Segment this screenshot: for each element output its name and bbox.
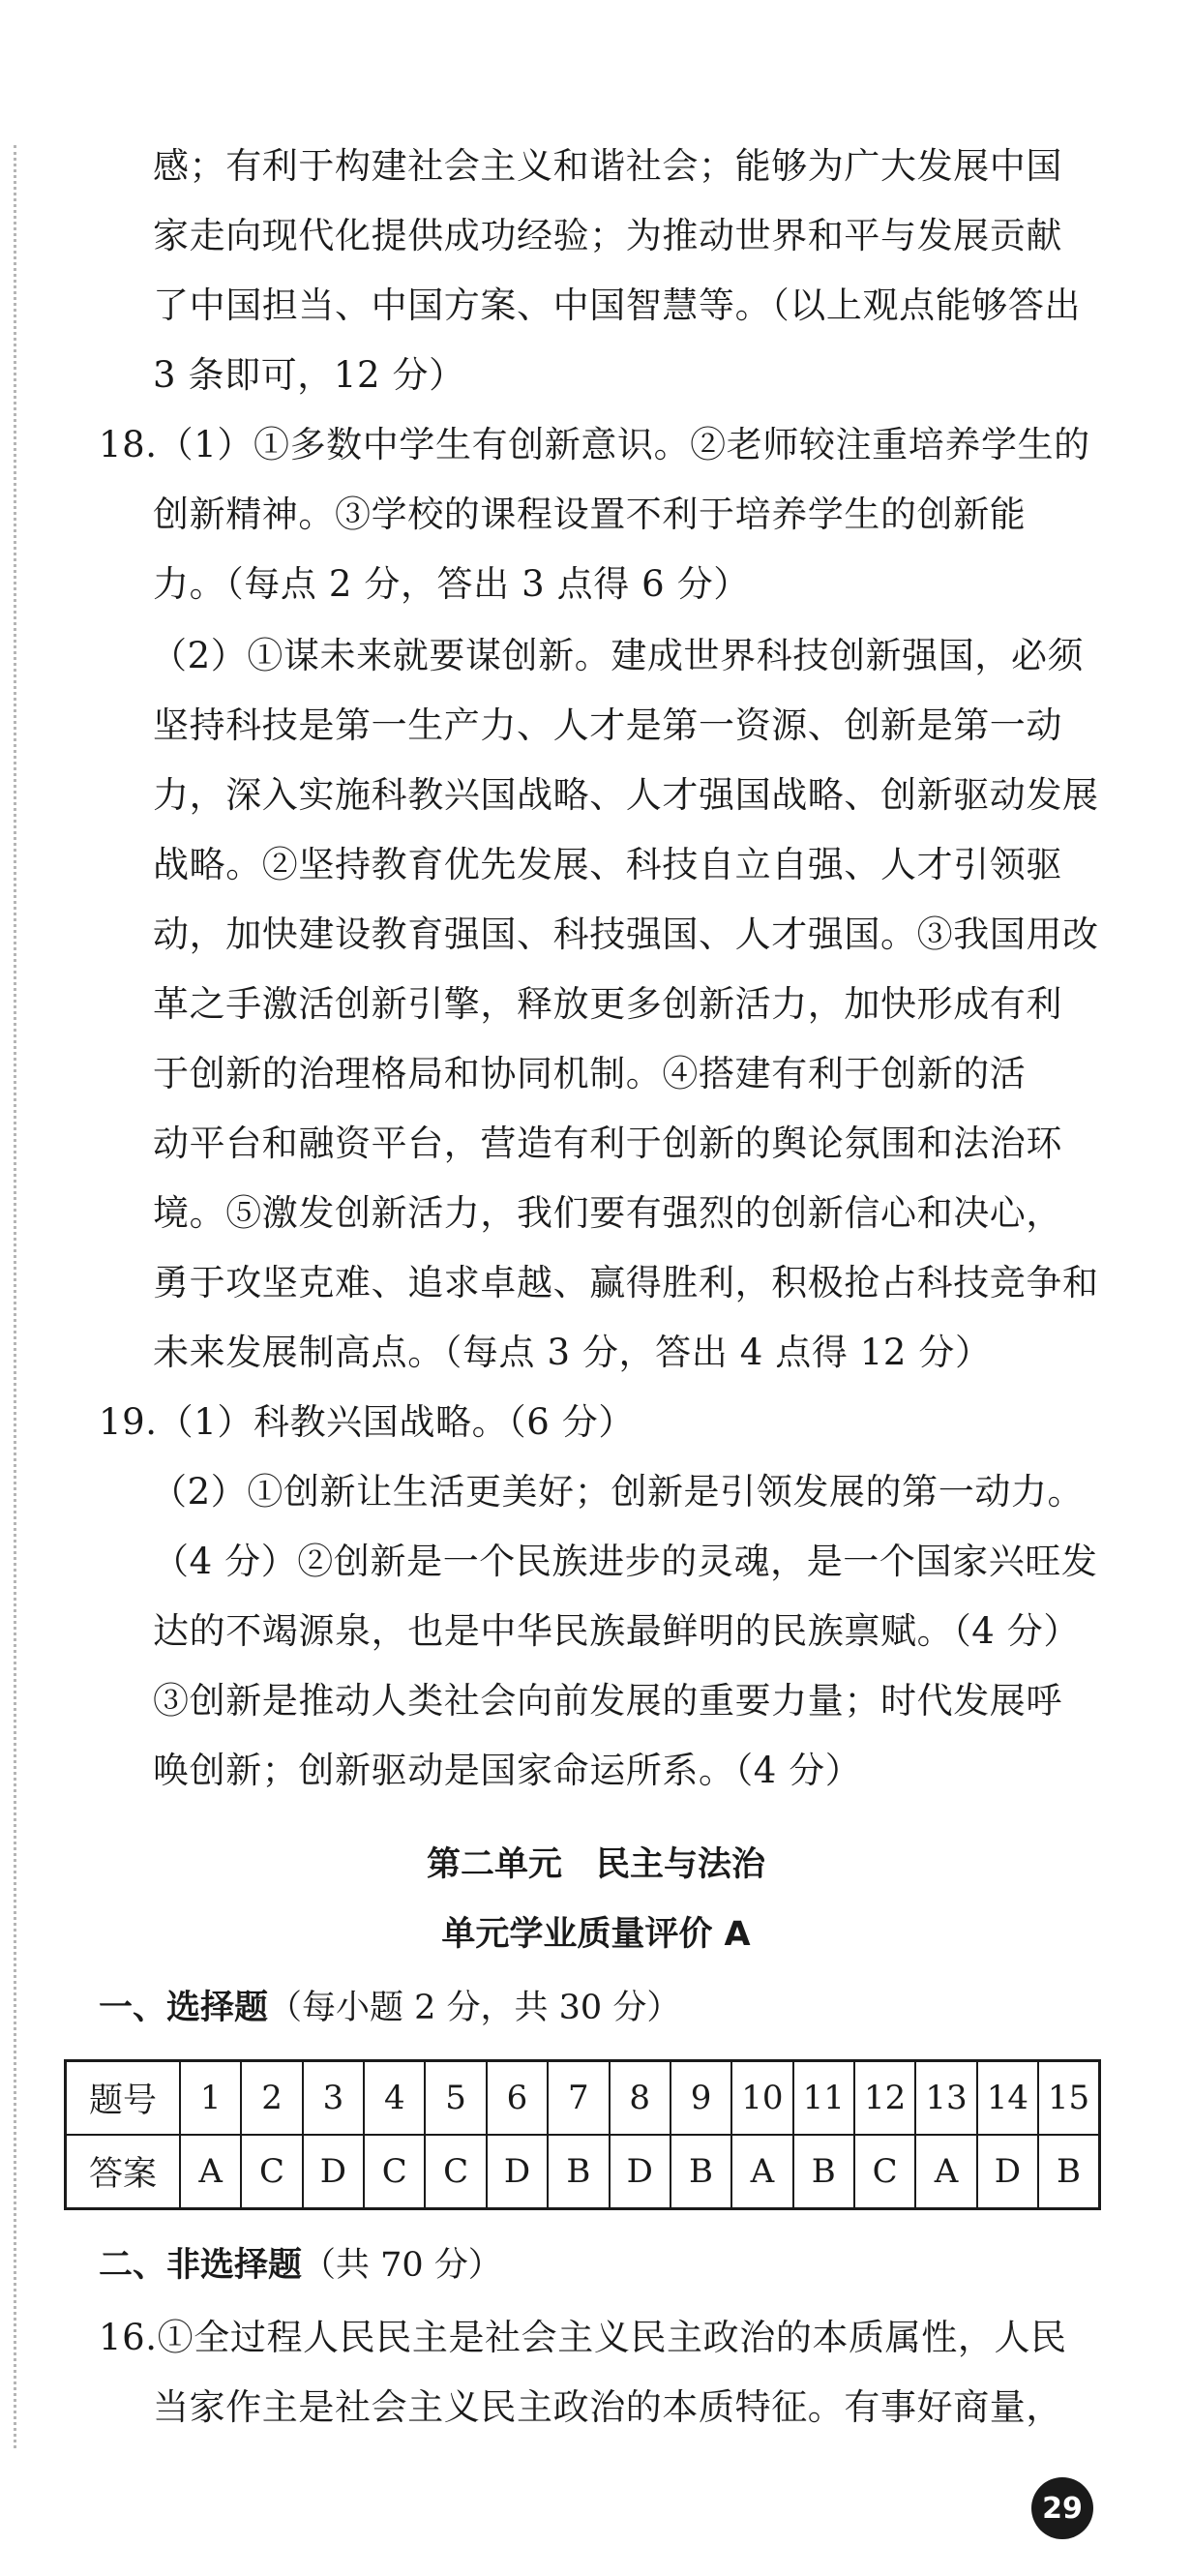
table-header-cell: 答案 [66,2135,181,2209]
text-line: 战略。②坚持教育优先发展、科技自立自强、人才引领驱 [153,844,1062,885]
answer-table [64,2059,1101,2210]
text-line: 家走向现代化提供成功经验；为推动世界和平与发展贡献 [153,215,1062,256]
section-label: 二、非选择题 [99,2246,303,2285]
evaluation-title: 单元学业质量评价 A [441,1915,751,1954]
table-cell: D [303,2135,364,2209]
table-header-cell: 题号 [66,2061,181,2136]
section-label: 一、选择题 [99,1989,269,2027]
text-line: 动平台和融资平台，营造有利于创新的舆论氛围和法治环 [153,1123,1062,1164]
text-line: 唤创新；创新驱动是国家命运所系。（4 分） [153,1750,862,1791]
table-cell: 8 [610,2061,670,2136]
binding-margin-rule [14,145,16,2448]
table-cell: 13 [915,2061,976,2136]
table-cell: C [425,2135,486,2209]
text-line: 力。（每点 2 分，答出 3 点得 6 分） [153,563,750,605]
section-heading-choice [99,1986,680,2030]
text-line: 于创新的治理格局和协同机制。④搭建有利于创新的活 [153,1053,1027,1094]
text-line: 创新精神。③学校的课程设置不利于培养学生的创新能 [153,494,1027,535]
page-number: 29 [1031,2477,1093,2539]
table-cell: B [1038,2135,1099,2209]
table-cell: D [487,2135,548,2209]
text-line: 勇于攻坚克难、追求卓越、赢得胜利，积极抢占科技竞争和 [153,1262,1099,1303]
text-line: 3 条即可，12 分） [153,354,465,396]
table-cell: D [610,2135,670,2209]
table-row [66,2061,1100,2136]
text-line: 动，加快建设教育强国、科技强国、人才强国。③我国用改 [153,914,1099,955]
question-18-line: 18.（1）①多数中学生有创新意识。②老师较注重培养学生的 [99,424,1090,465]
table-cell: B [793,2135,854,2209]
question-19-line: 19.（1）科教兴国战略。（6 分） [99,1401,635,1443]
table-cell: 7 [548,2061,609,2136]
table-cell: 3 [303,2061,364,2136]
section-note: （每小题 2 分，共 30 分） [268,1989,681,2027]
table-cell: D [977,2135,1038,2209]
table-row [66,2135,1100,2209]
text-line: （2）①创新让生活更美好；创新是引领发展的第一动力。 [151,1471,1085,1513]
section-heading-nonchoice [99,2243,502,2288]
text-line: 力，深入实施科教兴国战略、人才强国战略、创新驱动发展 [153,774,1099,816]
table-cell: A [180,2135,241,2209]
section-note: （共 70 分） [302,2246,502,2285]
text-line: 当家作主是社会主义民主政治的本质特征。有事好商量， [153,2386,1062,2428]
table-cell: 6 [487,2061,548,2136]
table-cell: A [915,2135,976,2209]
table-cell: C [854,2135,915,2209]
text-line: 坚持科技是第一生产力、人才是第一资源、创新是第一动 [153,704,1062,746]
table-cell: 15 [1038,2061,1099,2136]
table-cell: 11 [793,2061,854,2136]
text-line: 了中国担当、中国方案、中国智慧等。（以上观点能够答出 [153,285,1082,326]
text-line: ③创新是推动人类社会向前发展的重要力量；时代发展呼 [153,1680,1062,1722]
table-cell: 4 [364,2061,425,2136]
table-cell: 2 [241,2061,302,2136]
table-cell: 14 [977,2061,1038,2136]
text-line: 革之手激活创新引擎，释放更多创新活力，加快形成有利 [153,983,1062,1025]
table-cell: 5 [425,2061,486,2136]
text-line: 感；有利于构建社会主义和谐社会；能够为广大发展中国 [153,145,1062,187]
table-cell: C [364,2135,425,2209]
question-16-line: 16.①全过程人民民主是社会主义民主政治的本质属性，人民 [99,2317,1067,2358]
table-cell: B [548,2135,609,2209]
table-cell: C [241,2135,302,2209]
unit-title: 第二单元 民主与法治 [426,1845,765,1884]
table-cell: B [670,2135,731,2209]
text-line: （2）①谋未来就要谋创新。建成世界科技创新强国，必须 [151,635,1085,676]
text-line: 境。⑤激发创新活力，我们要有强烈的创新信心和决心， [153,1192,1062,1234]
table-cell: A [731,2135,792,2209]
table-cell: 10 [731,2061,792,2136]
text-line: （4 分）②创新是一个民族进步的灵魂，是一个国家兴旺发 [153,1541,1098,1582]
table-cell: 1 [180,2061,241,2136]
table-cell: 12 [854,2061,915,2136]
text-line: 未来发展制高点。（每点 3 分，答出 4 点得 12 分） [153,1332,992,1373]
text-line: 达的不竭源泉，也是中华民族最鲜明的民族禀赋。（4 分） [153,1610,1080,1652]
table-cell: 9 [670,2061,731,2136]
